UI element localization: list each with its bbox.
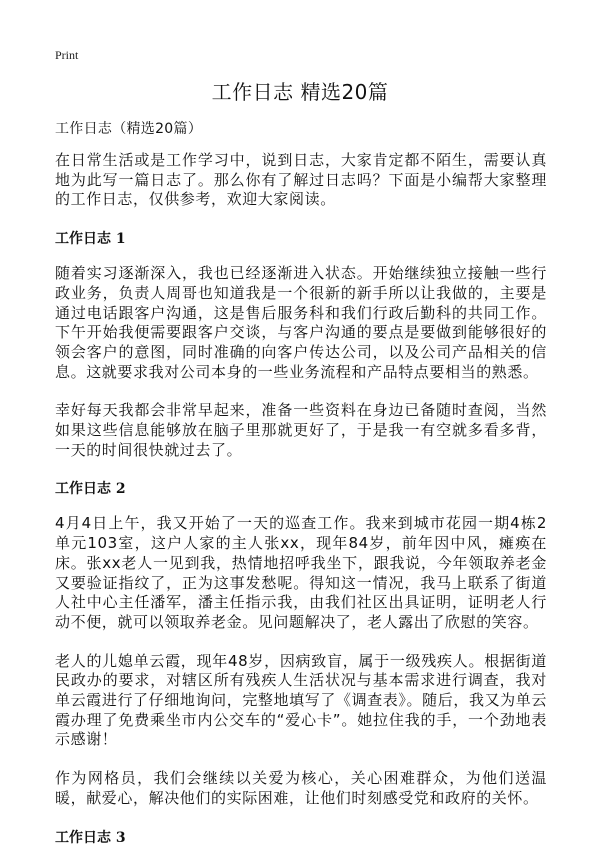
paragraph: 老人的儿媳单云霞，现年48岁，因病致盲，属于一级残疾人。根据街道民政办的要求，对辖区所有残疾人生活状况与基本需求进行调查，我对单云霞进行了仔细地询问，完整地填写了《调查表》。随后，我又为单云霞办理了免费乘坐市内公交车的“爱心卡”。她拉住我的手，一个劲地表示感谢！	[55, 651, 547, 749]
print-label: Print	[55, 48, 79, 62]
section-heading: 工作日志 1	[55, 231, 126, 248]
paragraph: 4月4日上午，我又开始了一天的巡查工作。我来到城市花园一期4栋2单元103室，这户人家的主人张xx，现年84岁，前年因中风，瘫痪在床。张xx老人一见到我，热情地招呼我坐下，跟我说，今年领取养老金又要验证指纹了，正为这事发愁呢。得知这一情况，我马上联系了街道人社中心主任潘军，潘主任指示我，由我们社区出具证明，证明老人行动不便，就可以领取养老金。见问题解决了，老人露出了欣慰的笑容。	[55, 514, 547, 631]
intro-paragraph: 在日常生活或是工作学习中，说到日志，大家肯定都不陌生，需要认真地为此写一篇日志了。那么你有了解过日志吗？下面是小编帮大家整理的工作日志，仅供参考，欢迎大家阅读。	[55, 151, 547, 209]
section-3	[55, 828, 547, 848]
paragraph: 作为网格员，我们会继续以关爱为核心，关心困难群众，为他们送温暖，献爱心，解决他们的实际困难，让他们时刻感受党和政府的关怀。	[55, 769, 547, 807]
document-title: 工作日志 精选20篇	[211, 80, 389, 104]
section-1	[55, 229, 547, 460]
document-subtitle: 工作日志（精选20篇）	[55, 121, 203, 137]
section-heading: 工作日志 3	[55, 829, 126, 846]
section-2	[55, 479, 547, 808]
paragraph: 随着实习逐渐深入，我也已经逐渐进入状态。开始继续独立接触一些行政业务，负责人周哥也知道我是一个很新的新手所以让我做的，主要是通过电话跟客户沟通，这是售后服务科和我们行政后勤科的共同工作。下午开始我便需要跟客户交谈，与客户沟通的要点是要做到能够很好的领会客户的意图，同时准确的向客户传达公司，以及公司产品相关的信息。这就要求我对公司本身的一些业务流程和产品特点要相当的熟悉。	[55, 264, 547, 381]
document-body	[55, 119, 547, 863]
paragraph: 幸好每天我都会非常早起来，准备一些资料在身边已备随时查阅，当然如果这些信息能够放在脑子里那就更好了，于是我一有空就多看多背，一天的时间很快就过去了。	[55, 401, 547, 459]
section-heading: 工作日志 2	[55, 481, 126, 498]
